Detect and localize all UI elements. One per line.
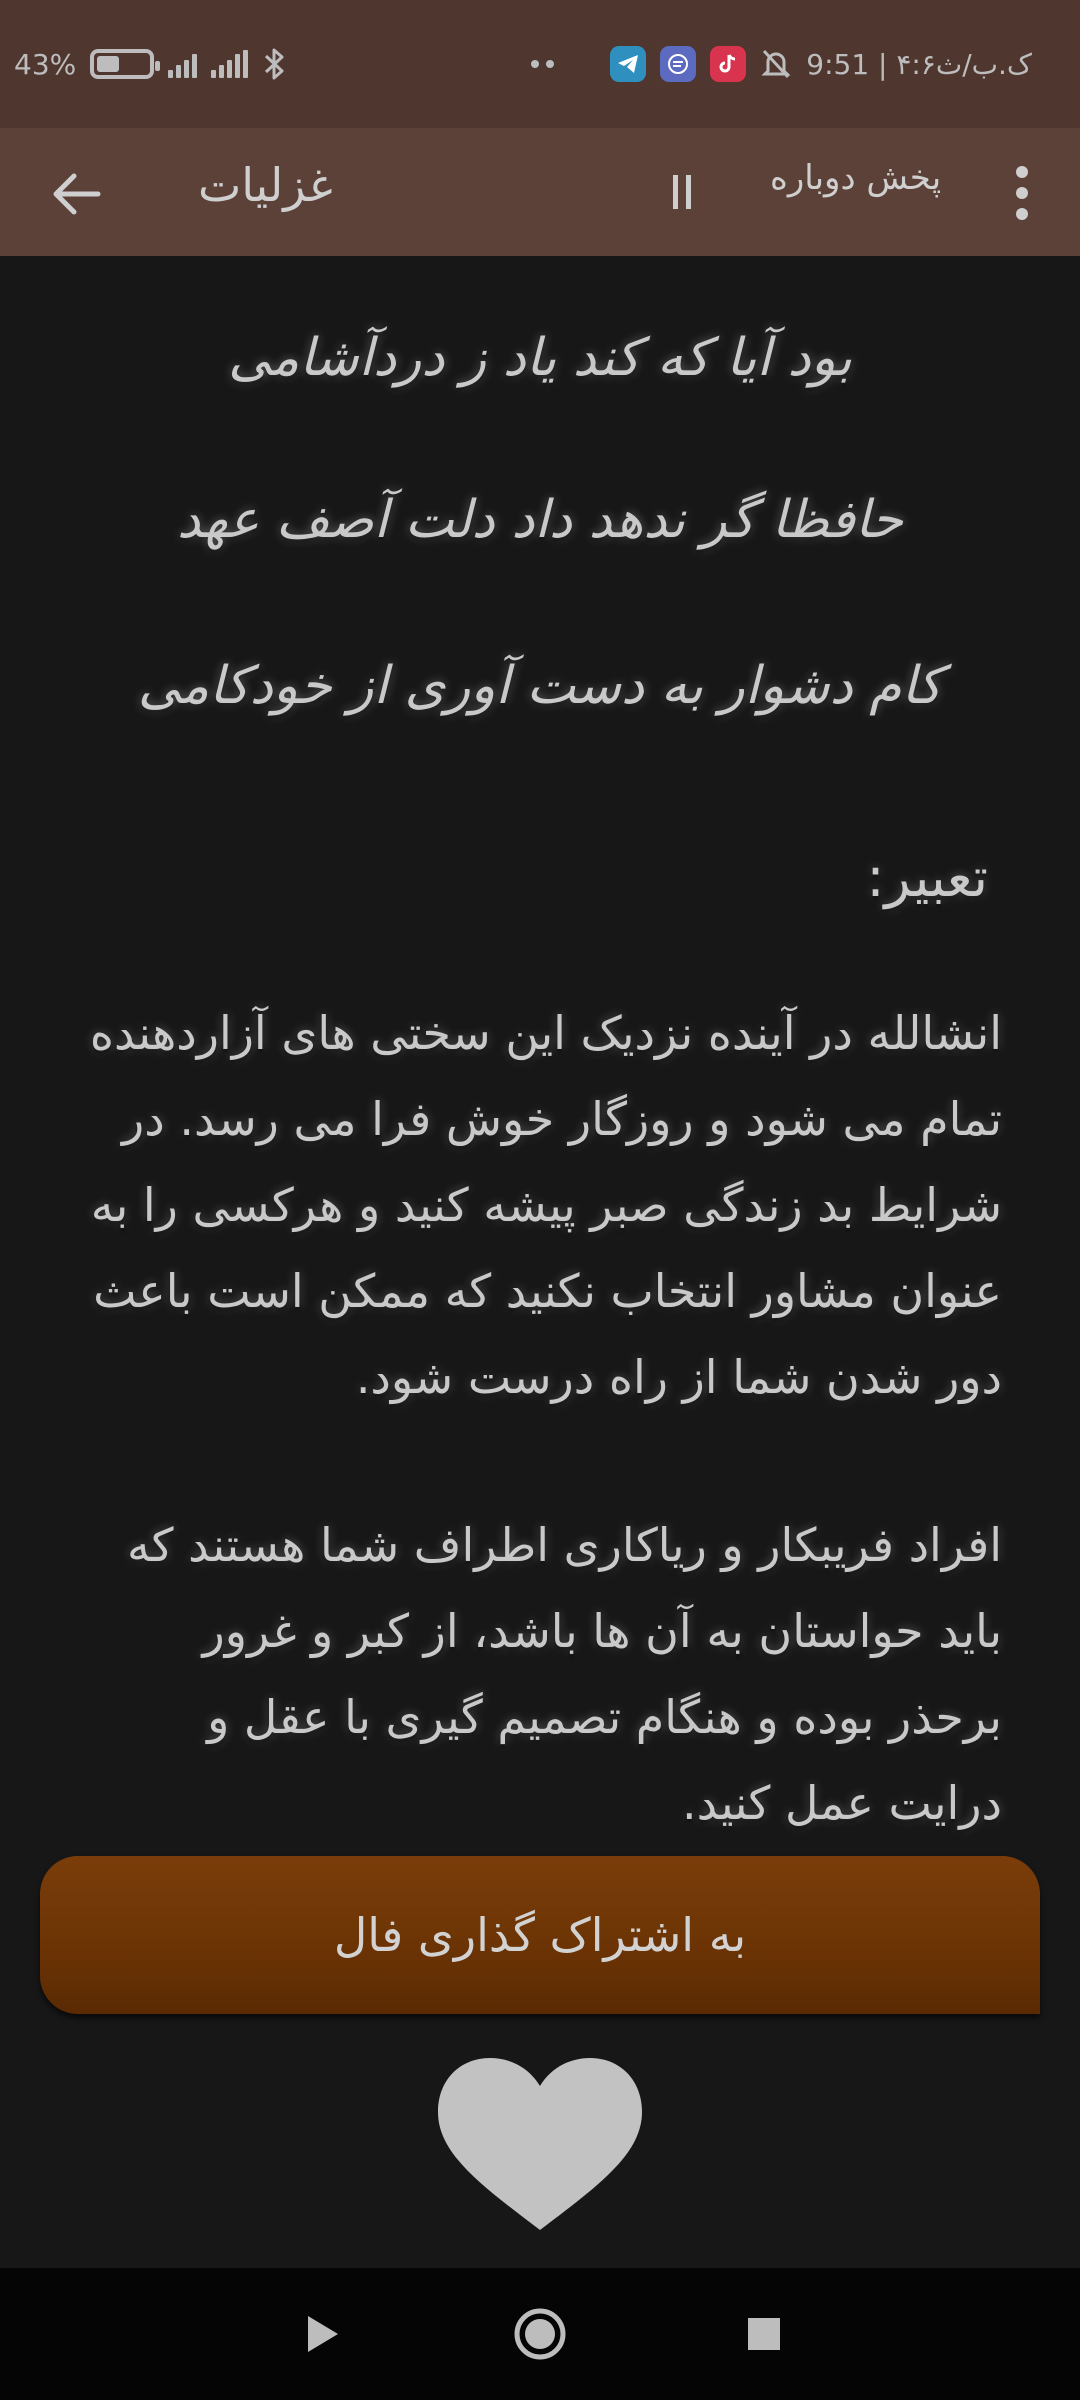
telegram-icon (610, 46, 646, 82)
app-icon (660, 46, 696, 82)
more-vertical-icon[interactable] (1002, 158, 1042, 228)
signal-hplus-icon (211, 50, 248, 78)
tiktok-icon (710, 46, 746, 82)
nav-back-button[interactable] (290, 2302, 354, 2366)
heart-icon[interactable] (438, 2058, 642, 2230)
share-fal-label: به اشتراک گذاری فال (333, 1908, 747, 1962)
signal-icon (168, 50, 197, 78)
pause-icon-bar (673, 175, 678, 209)
battery-icon (90, 49, 154, 79)
status-bar (0, 0, 1080, 128)
arrow-left-icon (50, 172, 102, 216)
pause-button[interactable] (662, 156, 702, 228)
interpretation-paragraph-1: انشالله در آینده نزدیک این سختی های آزاردهنده تمام می شود و روزگار خوش فرا می رسد. در شرایط بد زندگی صبر پیشه کنید و هرکسی را به عنوان مشاور انتخاب نکنید که ممکن است باعث دور شدن شما از راه درست شود. (89, 1006, 1002, 1404)
home-circle-icon (512, 2306, 568, 2362)
share-fal-button[interactable] (40, 1856, 1040, 2014)
interpretation-title: تعبیر: (866, 846, 988, 909)
mute-bell-icon (760, 47, 792, 81)
nav-home-button[interactable] (508, 2302, 572, 2366)
app-bar (0, 128, 1080, 256)
poem-line-3: کام دشوار به دست آوری از خودکامی (137, 656, 943, 716)
replay-button[interactable]: پخش دوباره (770, 158, 942, 198)
more-dots-icon (528, 59, 558, 69)
status-left (14, 44, 288, 84)
navigation-bar (0, 2268, 1080, 2400)
poem-line-1: بود آیا که کند یاد ز دردآشامی (228, 328, 852, 388)
page-title: غزلیات (198, 158, 333, 212)
battery-percent: 43% (14, 47, 77, 81)
bluetooth-icon (262, 47, 288, 81)
back-triangle-icon (302, 2312, 342, 2356)
recents-square-icon (746, 2316, 782, 2352)
pause-icon-bar (686, 175, 691, 209)
back-button[interactable] (36, 154, 116, 234)
nav-recents-button[interactable] (732, 2302, 796, 2366)
interpretation-paragraph-2: افراد فریبکار و ریاکاری اطراف شما هستند که باید حواستان به آن ها باشد، از کبر و غرور برحذر بوده و هنگام تصمیم گیری با عقل و درایت عمل کنید. (127, 1518, 1002, 1830)
status-right (528, 42, 1032, 86)
poem-line-2: حافظا گر ندهد داد دلت آصف عهد (177, 490, 903, 550)
status-time: 9:51 | ۴:۶ک.ب/ث (806, 47, 1032, 81)
battery-fill (97, 56, 119, 72)
